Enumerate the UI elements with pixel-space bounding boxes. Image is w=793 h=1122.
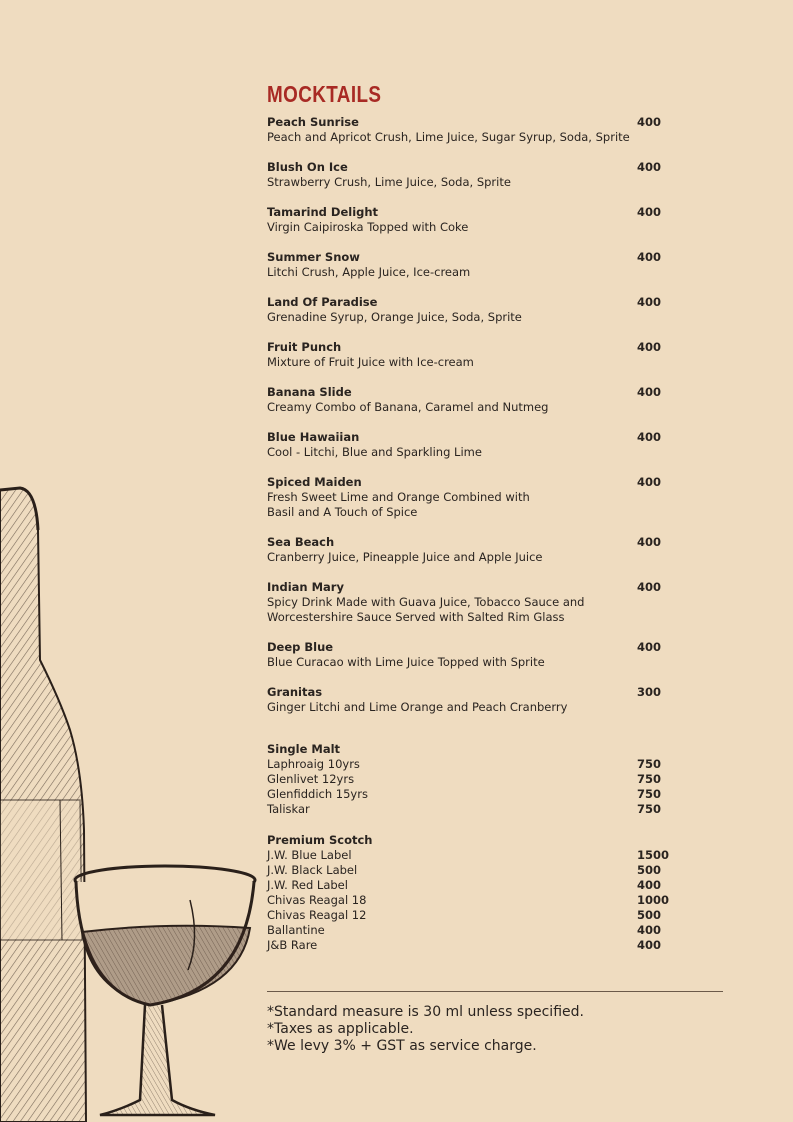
menu-item <box>267 475 667 520</box>
item-name: Chivas Reagal 12 <box>267 908 367 922</box>
item-price: 300 <box>637 685 662 699</box>
item-price: 400 <box>637 430 662 444</box>
item-price: 400 <box>637 640 662 654</box>
menu-item <box>267 923 667 938</box>
item-name: Deep Blue <box>267 640 334 654</box>
item-name: Laphroaig 10yrs <box>267 757 360 771</box>
item-description: Creamy Combo of Banana, Caramel and Nutmeg <box>267 400 549 414</box>
premium-scotch-section <box>267 833 670 953</box>
single-malt-title: Single Malt <box>267 742 341 756</box>
item-price: 500 <box>637 908 662 922</box>
single-malt-list <box>267 757 667 817</box>
item-name: Indian Mary <box>267 580 344 594</box>
item-price: 1000 <box>637 893 670 907</box>
note-service-charge: *We levy 3% + GST as service charge. <box>267 1038 537 1054</box>
mocktails-title: MOCKTAILS <box>267 81 382 107</box>
menu-item <box>267 340 667 370</box>
item-price: 400 <box>637 938 662 952</box>
menu-item <box>267 535 667 565</box>
item-description: Cranberry Juice, Pineapple Juice and Apple Juice <box>267 550 543 564</box>
item-description: Peach and Apricot Crush, Lime Juice, Sugar Syrup, Soda, Sprite <box>267 130 630 144</box>
item-name: Chivas Reagal 18 <box>267 893 367 907</box>
item-price: 400 <box>637 385 662 399</box>
menu-item <box>267 802 667 817</box>
menu-item <box>267 893 670 908</box>
item-price: 400 <box>637 340 662 354</box>
mocktail-list <box>267 115 667 715</box>
menu-item <box>267 908 667 923</box>
bottle-and-wine-glass-illustration <box>0 470 300 1122</box>
premium-scotch-title: Premium Scotch <box>267 833 373 847</box>
item-description: Fresh Sweet Lime and Orange Combined with <box>267 490 530 504</box>
menu-item <box>267 848 670 863</box>
item-price: 400 <box>637 205 662 219</box>
note-taxes: *Taxes as applicable. <box>267 1021 414 1037</box>
item-price: 750 <box>637 757 662 771</box>
item-price: 400 <box>637 115 662 129</box>
menu-item <box>267 250 667 280</box>
item-name: Fruit Punch <box>267 340 342 354</box>
item-name: Glenfiddich 15yrs <box>267 787 368 801</box>
menu-item <box>267 205 667 235</box>
item-description: Virgin Caipiroska Topped with Coke <box>267 220 469 234</box>
menu-item <box>267 938 667 953</box>
menu-item <box>267 115 667 145</box>
item-name: Banana Slide <box>267 385 352 399</box>
item-name: Land Of Paradise <box>267 295 378 309</box>
item-description: Cool - Litchi, Blue and Sparkling Lime <box>267 445 482 459</box>
menu-item <box>267 757 667 772</box>
item-name: Ballantine <box>267 923 325 937</box>
menu-content <box>267 80 670 953</box>
menu-item <box>267 640 667 670</box>
item-description: Blue Curacao with Lime Juice Topped with Sprite <box>267 655 545 669</box>
menu-item <box>267 385 667 415</box>
item-description: Spicy Drink Made with Guava Juice, Tobacco Sauce and <box>267 595 585 609</box>
menu-item <box>267 878 667 893</box>
item-price: 1500 <box>637 848 670 862</box>
item-price: 400 <box>637 535 662 549</box>
footer-notes <box>267 1004 584 1055</box>
item-name: Spiced Maiden <box>267 475 362 489</box>
item-name: Glenlivet 12yrs <box>267 772 355 786</box>
item-name: J.W. Black Label <box>267 863 358 877</box>
item-price: 400 <box>637 160 662 174</box>
single-malt-section <box>267 742 667 817</box>
item-price: 400 <box>637 475 662 489</box>
menu-item <box>267 430 667 460</box>
item-name: Granitas <box>267 685 323 699</box>
item-price: 400 <box>637 878 662 892</box>
item-price: 750 <box>637 772 662 786</box>
menu-item <box>267 295 667 325</box>
item-name: Tamarind Delight <box>267 205 379 219</box>
item-name: Summer Snow <box>267 250 360 264</box>
menu-item <box>267 685 667 715</box>
item-name: J&B Rare <box>267 938 318 952</box>
note-measure: *Standard measure is 30 ml unless specified. <box>267 1004 584 1020</box>
item-description: Ginger Litchi and Lime Orange and Peach Cranberry <box>267 700 568 714</box>
menu-item <box>267 160 667 190</box>
item-name: Blush On Ice <box>267 160 348 174</box>
item-name: Taliskar <box>267 802 310 816</box>
item-name: J.W. Red Label <box>267 878 348 892</box>
footer-divider <box>267 991 723 992</box>
item-name: Peach Sunrise <box>267 115 359 129</box>
item-price: 400 <box>637 250 662 264</box>
item-price: 750 <box>637 787 662 801</box>
premium-scotch-list <box>267 848 670 953</box>
item-description: Mixture of Fruit Juice with Ice-cream <box>267 355 474 369</box>
menu-item <box>267 580 667 625</box>
item-price: 500 <box>637 863 662 877</box>
menu-item <box>267 772 667 787</box>
item-name: Blue Hawaiian <box>267 430 360 444</box>
item-price: 750 <box>637 802 662 816</box>
item-price: 400 <box>637 580 662 594</box>
item-description: Basil and A Touch of Spice <box>267 505 418 519</box>
item-description: Worcestershire Sauce Served with Salted Rim Glass <box>267 610 565 624</box>
menu-item <box>267 863 667 878</box>
item-price: 400 <box>637 923 662 937</box>
item-name: J.W. Blue Label <box>267 848 352 862</box>
item-description: Grenadine Syrup, Orange Juice, Soda, Sprite <box>267 310 522 324</box>
item-name: Sea Beach <box>267 535 335 549</box>
item-price: 400 <box>637 295 662 309</box>
item-description: Litchi Crush, Apple Juice, Ice-cream <box>267 265 471 279</box>
menu-item <box>267 787 667 802</box>
item-description: Strawberry Crush, Lime Juice, Soda, Sprite <box>267 175 511 189</box>
